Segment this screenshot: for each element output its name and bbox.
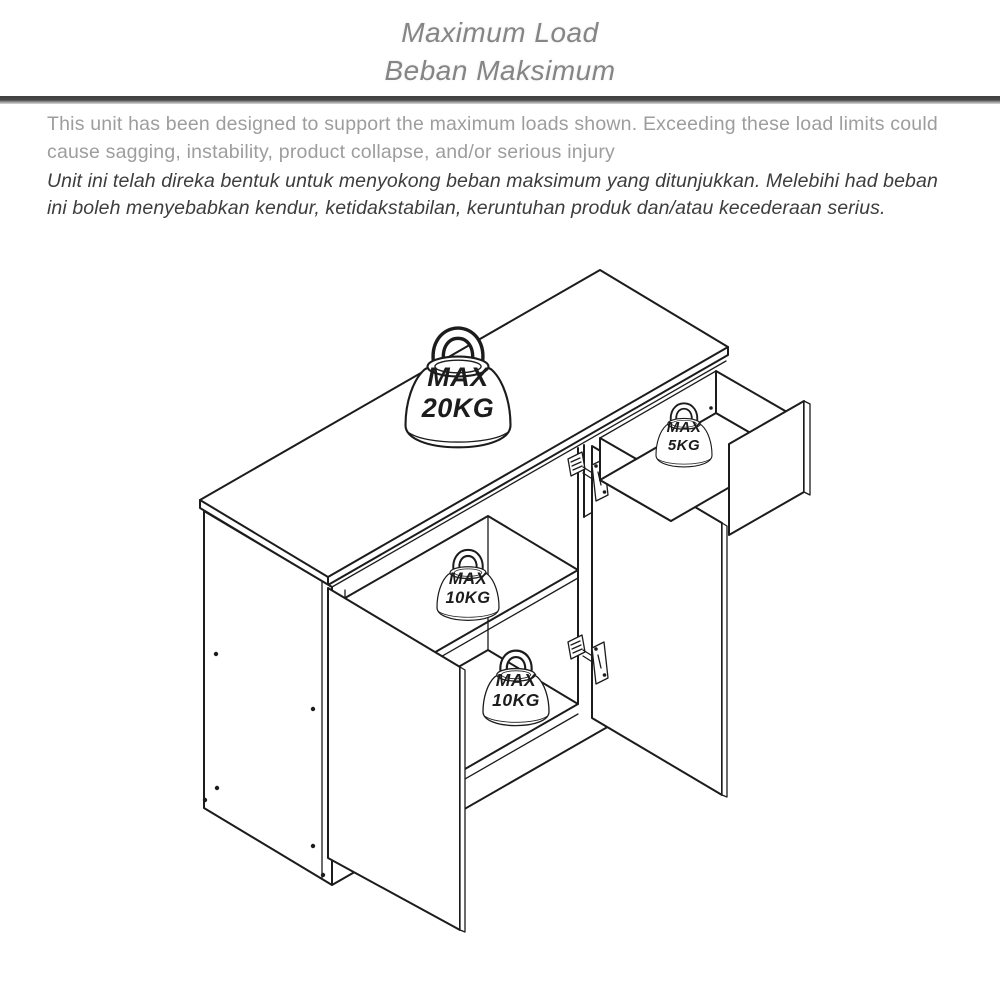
weight-top-label-value: 20KG [421, 393, 495, 423]
weight-drawer-label-value: 5KG [667, 437, 701, 454]
page-title-english: Maximum Load [401, 17, 599, 48]
weight-bottom-label-value: 10KG [492, 690, 540, 710]
weight-top-label-max: MAX [427, 362, 489, 392]
weight-middle-label-max: MAX [448, 570, 488, 588]
center-partition [578, 445, 584, 704]
weight-drawer-label-max: MAX [666, 419, 702, 436]
page-title-malay: Beban Maksimum [384, 55, 616, 86]
hinge-icon [568, 635, 608, 684]
weight-drawer-icon [656, 406, 712, 467]
warning-text-english: This unit has been designed to support the maximum loads shown. Exceeding these load limits could cause sagging, instability, product collapse, and/or serious injury [47, 113, 938, 163]
warning-text-malay: Unit ini telah direka bentuk untuk menyokong beban maksimum yang ditunjukkan. Melebihi had beban ini boleh menyebabkan kendur, ketidakstabilan, keruntuhan produk dan/atau kecederaan serius. [47, 170, 938, 219]
weight-middle-label-value: 10KG [445, 589, 491, 607]
weight-bottom-label-max: MAX [495, 670, 537, 690]
cabinet-drawing [200, 270, 810, 932]
